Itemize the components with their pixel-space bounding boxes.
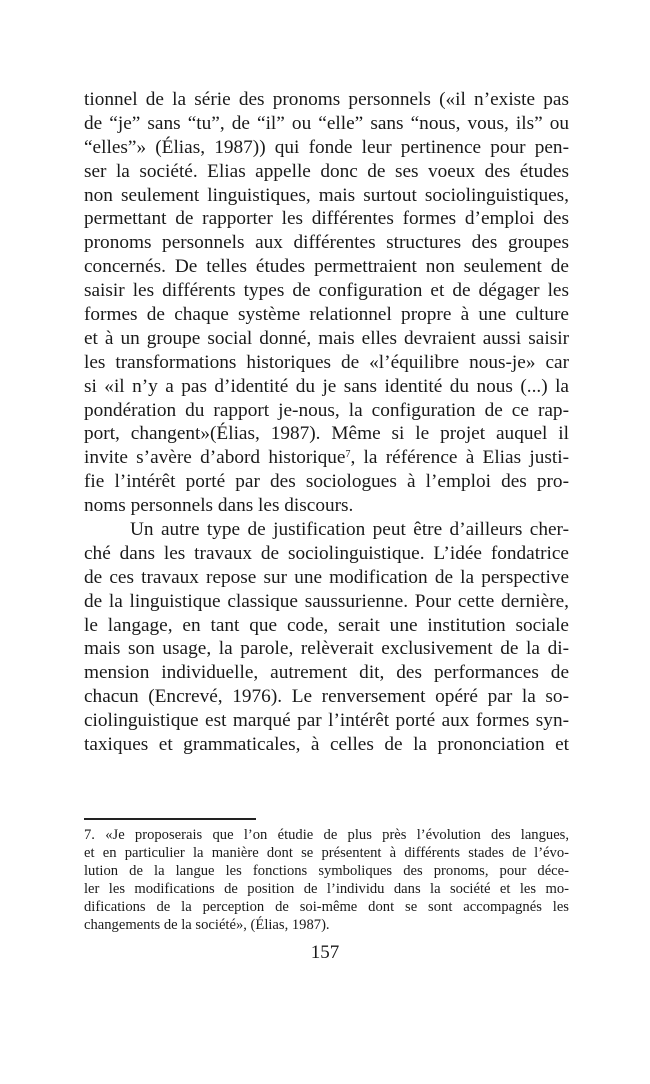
text-line: mais son usage, la parole, relèverait exclusivement de la di-: [84, 638, 569, 660]
footnote-line: 7. «Je proposerais que l’on étudie de plus près l’évolution des langues,: [84, 827, 569, 843]
footnote-line: lution de la langue les fonctions symboliques des pronoms, pour déce-: [84, 863, 569, 879]
text-line: pondération du rapport je-nous, la configuration de ce rap-: [84, 399, 569, 421]
text-line: pronoms personnels aux différentes structures des groupes: [84, 232, 569, 254]
text-line: de “je” sans “tu”, de “il” ou “elle” sans “nous, vous, ils” ou: [84, 112, 569, 134]
footnote-line: ler les modifications de position de l’individu dans la société et les mo-: [84, 881, 569, 897]
text-line: non seulement linguistiques, mais surtout sociolinguistiques,: [84, 184, 569, 206]
text-fragment: , la référence à Elias justi-: [350, 447, 570, 469]
text-line: le langage, en tant que code, serait une institution sociale: [84, 614, 569, 636]
text-line: formes de chaque système relationnel propre à une culture: [84, 304, 569, 326]
text-line: ser la société. Elias appelle donc de ses voeux des études: [84, 160, 569, 182]
paragraph-start-line: Un autre type de justification peut être d’ailleurs cher-: [130, 519, 569, 541]
text-fragment: invite s’avère d’abord historique: [84, 447, 346, 469]
text-line: saisir les différents types de configuration et de dégager les: [84, 280, 569, 302]
page-number: 157: [310, 942, 340, 963]
footnote-line: difications de la perception de soi-même dont se sont accompagnés les: [84, 899, 569, 915]
text-line: port, changent»(Élias, 1987). Même si le projet auquel il: [84, 423, 569, 445]
footnote-line: changements de la société», (Élias, 1987).: [84, 917, 330, 933]
footnote-separator: [84, 818, 256, 820]
text-line: de ces travaux repose sur une modification de la perspective: [84, 566, 569, 588]
text-line: si «il n’y a pas d’identité du je sans identité du nous (...) la: [84, 375, 569, 397]
text-line: permettant de rapporter les différentes formes d’emploi des: [84, 208, 569, 230]
text-line: chacun (Encrevé, 1976). Le renversement opéré par la so-: [84, 686, 569, 708]
text-line: et à un groupe social donné, mais elles devraient aussi saisir: [84, 327, 569, 349]
text-line: mension individuelle, autrement dit, des performances de: [84, 662, 569, 684]
footnote-line: et en particulier la manière dont se présentent à différents stades de l’évo-: [84, 845, 569, 861]
footnote-reference[interactable]: 7: [345, 449, 351, 461]
text-line: noms personnels dans les discours.: [84, 495, 354, 517]
text-line: fie l’intérêt porté par des sociologues à l’emploi des pro-: [84, 471, 569, 493]
text-line: de la linguistique classique saussurienne. Pour cette dernière,: [84, 590, 569, 612]
body-text: [84, 88, 569, 757]
footnote: [84, 826, 569, 934]
text-line: [84, 446, 569, 470]
text-line: ciolinguistique est marqué par l’intérêt porté aux formes syn-: [84, 710, 569, 732]
text-line: tionnel de la série des pronoms personnels («il n’existe pas: [84, 89, 569, 110]
text-line: “elles”» (Élias, 1987)) qui fonde leur pertinence pour pen-: [84, 136, 569, 158]
text-line: taxiques et grammaticales, à celles de la prononciation et: [84, 734, 569, 756]
text-line: les transformations historiques de «l’équilibre nous-je» car: [84, 351, 569, 373]
text-line: concernés. De telles études permettraient non seulement de: [84, 256, 569, 278]
text-line: ché dans les travaux de sociolinguistique. L’idée fondatrice: [84, 542, 569, 564]
